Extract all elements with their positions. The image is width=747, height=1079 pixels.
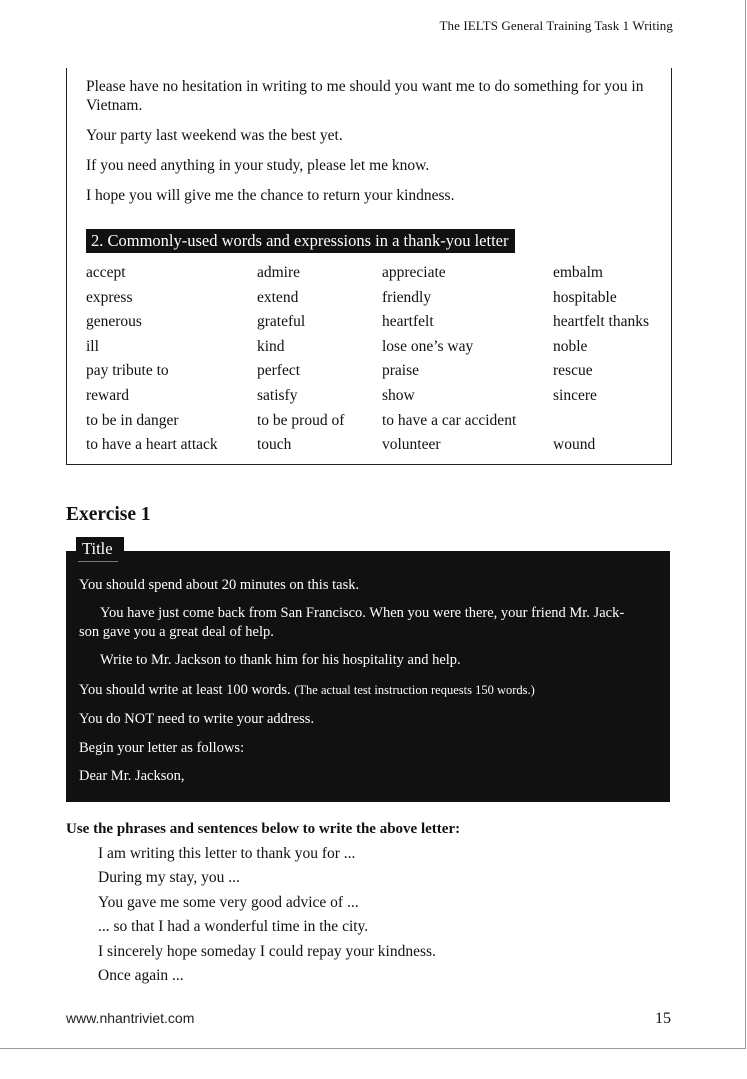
vocab-word: lose one’s way <box>382 337 474 355</box>
vocab-word: ill <box>86 337 99 355</box>
example-sentence: If you need anything in your study, please let me know. <box>86 157 430 174</box>
section-title: 2. Commonly-used words and expressions in a thank-you letter <box>86 229 515 253</box>
vocab-word: wound <box>553 436 596 454</box>
vocab-word: hospitable <box>553 288 617 306</box>
footer-url: www.nhantriviet.com <box>66 1010 195 1026</box>
task-box <box>66 551 670 802</box>
phrase-item: Once again ... <box>98 966 184 984</box>
phrase-item: I am writing this letter to thank you for ... <box>98 845 356 862</box>
vocab-word: noble <box>553 337 588 355</box>
phrase-item: I sincerely hope someday I could repay your kindness. <box>98 942 436 960</box>
vocab-word: to have a heart attack <box>86 436 218 454</box>
vocab-word: appreciate <box>382 264 446 281</box>
vocabulary-box <box>66 68 672 465</box>
vocab-word: generous <box>86 313 142 331</box>
vocab-word: heartfelt thanks <box>553 313 649 331</box>
example-sentence: I hope you will give me the chance to return your kindness. <box>86 187 455 204</box>
task-line: Dear Mr. Jackson, <box>79 768 185 784</box>
vocab-word: grateful <box>257 313 306 331</box>
vocab-word: heartfelt <box>382 313 434 331</box>
vocab-word: volunteer <box>382 436 441 454</box>
vocab-word: embalm <box>553 264 603 281</box>
vocab-word: sincere <box>553 386 597 404</box>
task-instructions <box>79 576 659 786</box>
vocab-word: satisfy <box>257 386 298 404</box>
vocab-word: to be in danger <box>86 411 179 429</box>
exercise-heading: Exercise 1 <box>66 504 151 525</box>
example-sentence: Please have no hesitation in writing to me should you want me to do something for you in Vietnam. <box>86 78 644 114</box>
page-number: 15 <box>655 1010 671 1027</box>
task-line: Begin your letter as follows: <box>79 740 245 756</box>
vocab-word: express <box>86 288 133 306</box>
phrase-list <box>98 845 436 991</box>
task-title-tab: Title <box>76 537 124 561</box>
vocab-word: show <box>382 386 415 404</box>
vocab-word: accept <box>86 264 126 281</box>
task-line: You should spend about 20 minutes on this task. <box>79 577 360 593</box>
vocab-word: perfect <box>257 362 301 380</box>
vocab-word: to have a car accident <box>382 411 517 429</box>
vocab-word: extend <box>257 288 299 306</box>
phrase-item: You gave me some very good advice of ... <box>98 893 359 911</box>
task-line: son gave you a great deal of help. <box>79 624 274 640</box>
running-header: The IELTS General Training Task 1 Writing <box>439 18 673 33</box>
task-line: You have just come back from San Francisco. When you were there, your friend Mr. Jack- <box>100 605 625 621</box>
phrase-item: ... so that I had a wonderful time in the city. <box>98 918 369 936</box>
vocab-word: friendly <box>382 288 432 306</box>
example-sentences <box>86 77 666 216</box>
vocab-word: rescue <box>553 362 593 380</box>
vocab-word: touch <box>257 436 292 454</box>
example-sentence: Your party last weekend was the best yet. <box>86 127 343 144</box>
vocab-word: admire <box>257 264 301 281</box>
phrase-item: During my stay, you ... <box>98 869 240 887</box>
word-count-instruction: You should write at least 100 words. <box>79 682 291 698</box>
task-line: Write to Mr. Jackson to thank him for his hospitality and help. <box>100 652 461 668</box>
task-line <box>79 681 659 700</box>
instructions-heading: Use the phrases and sentences below to write the above letter: <box>66 821 461 837</box>
vocab-word: kind <box>257 337 285 355</box>
vocab-word: reward <box>86 386 130 404</box>
vocab-word: praise <box>382 362 420 380</box>
vocab-word: pay tribute to <box>86 362 169 380</box>
vocab-word: to be proud of <box>257 411 345 429</box>
task-line: You do NOT need to write your address. <box>79 711 315 727</box>
word-count-note: (The actual test instruction requests 150 words.) <box>294 683 535 697</box>
